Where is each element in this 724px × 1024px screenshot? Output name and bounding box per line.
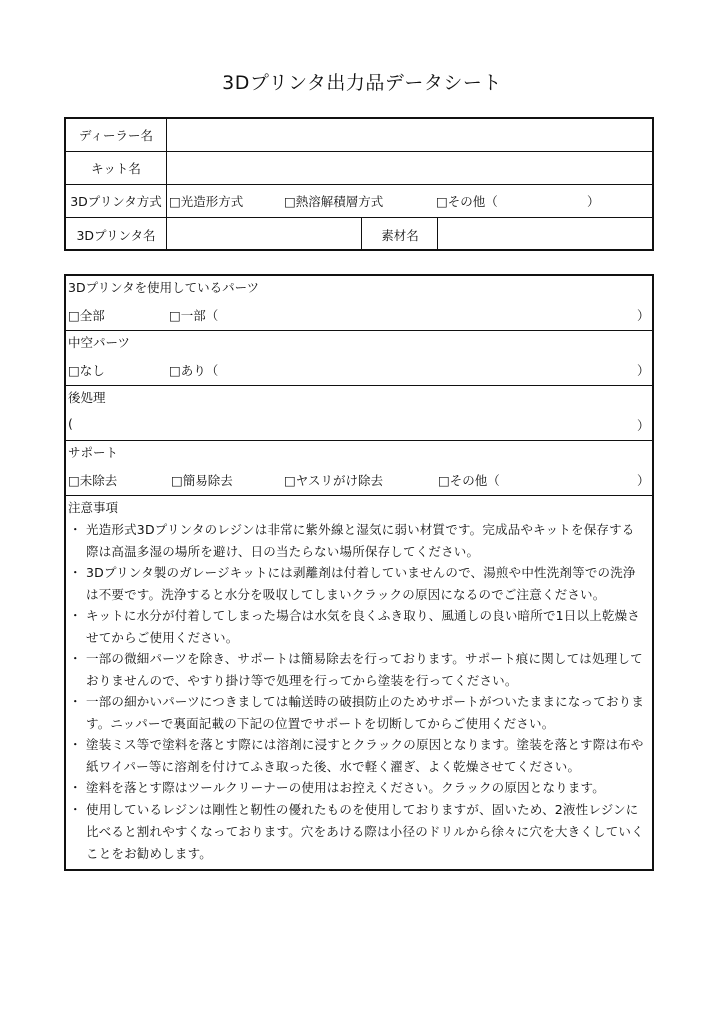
hollow-yes-close: ） <box>637 363 650 378</box>
note-line: 一部の微細パーツを除き、サポートは簡易除去を行っております。サポート痕に関しては処理して <box>86 651 643 666</box>
note-line: せてからご使用ください。 <box>86 630 239 645</box>
post-processing-open: ( <box>68 416 73 431</box>
dealer-label: ディーラー名 <box>66 119 167 151</box>
support-heading: サポート <box>68 445 119 460</box>
dealer-field[interactable] <box>168 119 652 151</box>
bullet: ・ <box>69 651 82 666</box>
notes-heading: 注意事項 <box>68 500 119 515</box>
kit-field[interactable] <box>168 152 652 184</box>
note-line: 一部の細かいパーツにつきましては輸送時の破損防止のためサポートがついたままになっておりま <box>86 694 645 709</box>
post-processing-heading: 後処理 <box>68 390 106 405</box>
info-table <box>64 117 654 251</box>
note-line: 使用しているレジンは剛性と靭性の優れたものを使用しておりますが、固いため、2液性レジンに <box>86 802 639 817</box>
note-line: 3Dプリンタ製のガレージキットには剥離剤は付着していませんので、湯煎や中性洗剤等での洗浄 <box>86 565 636 580</box>
note-line: キットに水分が付着してしまった場合は水気を良くふき取り、風通しの良い暗所で1日以上乾燥さ <box>86 608 641 623</box>
method-option-other[interactable]: □その他（ <box>436 194 498 209</box>
note-line: は不要です。洗浄すると水分を吸収してしまいクラックの原因になるのでご注意ください。 <box>86 587 606 602</box>
note-line: 紙ワイパー等に溶剤を付けてふき取った後、水で軽く濯ぎ、よく乾燥させてください。 <box>86 759 581 774</box>
kit-row <box>66 152 652 185</box>
method-other-close: ） <box>587 194 600 209</box>
note-line: 塗料を落とす際はツールクリーナーの使用はお控えください。クラックの原因となります。 <box>86 780 605 795</box>
dealer-row <box>66 119 652 152</box>
printer-label: 3Dプリンタ名 <box>66 218 167 251</box>
parts-table <box>64 274 654 871</box>
used-all-checkbox[interactable]: □全部 <box>68 308 105 323</box>
note-line: おりませんので、やすり掛け等で処理を行ってから塗装を行ってください。 <box>86 673 518 688</box>
method-label: 3Dプリンタ方式 <box>66 185 167 217</box>
hollow-parts-section <box>66 331 652 386</box>
used-parts-section <box>66 276 652 331</box>
used-partial-checkbox[interactable]: □一部（ <box>169 308 219 323</box>
bullet: ・ <box>69 608 82 623</box>
note-line: 比べると割れやすくなっております。穴をあける際は小径のドリルから徐々に穴を大きくしていく <box>86 824 644 839</box>
note-line: す。ニッパーで裏面記載の下記の位置でサポートを切断してからご使用ください。 <box>86 716 555 731</box>
printer-field[interactable] <box>168 218 361 251</box>
note-line: 光造形式3Dプリンタのレジンは非常に紫外線と湿気に弱い材質です。完成品やキットを保存する <box>86 522 635 537</box>
page-title: 3Dプリンタ出力品データシート <box>222 72 502 94</box>
bullet: ・ <box>69 694 82 709</box>
hollow-yes-checkbox[interactable]: □あり（ <box>169 363 219 378</box>
method-row <box>66 185 652 218</box>
used-partial-close: ） <box>637 308 650 323</box>
support-simple-checkbox[interactable]: □簡易除去 <box>171 473 233 488</box>
support-other-close: ） <box>637 473 650 488</box>
bullet: ・ <box>69 737 82 752</box>
note-line: 際は高温多湿の場所を避け、日の当たらない場所保存してください。 <box>86 544 480 559</box>
note-line: ことをお勧めします。 <box>86 846 213 861</box>
bullet: ・ <box>69 802 82 817</box>
post-processing-section <box>66 386 652 441</box>
support-section <box>66 441 652 496</box>
divider <box>361 218 362 251</box>
note-line: 塗装ミス等で塗料を落とす際には溶剤に浸すとクラックの原因となります。塗装を落とす際は布や <box>86 737 644 752</box>
method-option-stereolithography[interactable]: □光造形方式 <box>169 194 244 209</box>
bullet: ・ <box>69 565 82 580</box>
post-processing-close: ） <box>637 418 650 433</box>
hollow-none-checkbox[interactable]: □なし <box>68 363 105 378</box>
used-parts-heading: 3Dプリンタを使用しているパーツ <box>68 280 260 295</box>
support-unremoved-checkbox[interactable]: □未除去 <box>68 473 118 488</box>
method-option-fdm[interactable]: □熱溶解積層方式 <box>284 194 384 209</box>
hollow-heading: 中空パーツ <box>68 335 131 350</box>
printer-row <box>66 218 652 251</box>
support-other-checkbox[interactable]: □その他（ <box>438 473 500 488</box>
support-sanding-checkbox[interactable]: □ヤスリがけ除去 <box>284 473 384 488</box>
bullet: ・ <box>69 780 82 795</box>
kit-label: キット名 <box>66 152 167 184</box>
material-label: 素材名 <box>381 227 419 243</box>
bullet: ・ <box>69 522 82 537</box>
material-field[interactable] <box>439 218 652 251</box>
divider <box>437 218 438 251</box>
